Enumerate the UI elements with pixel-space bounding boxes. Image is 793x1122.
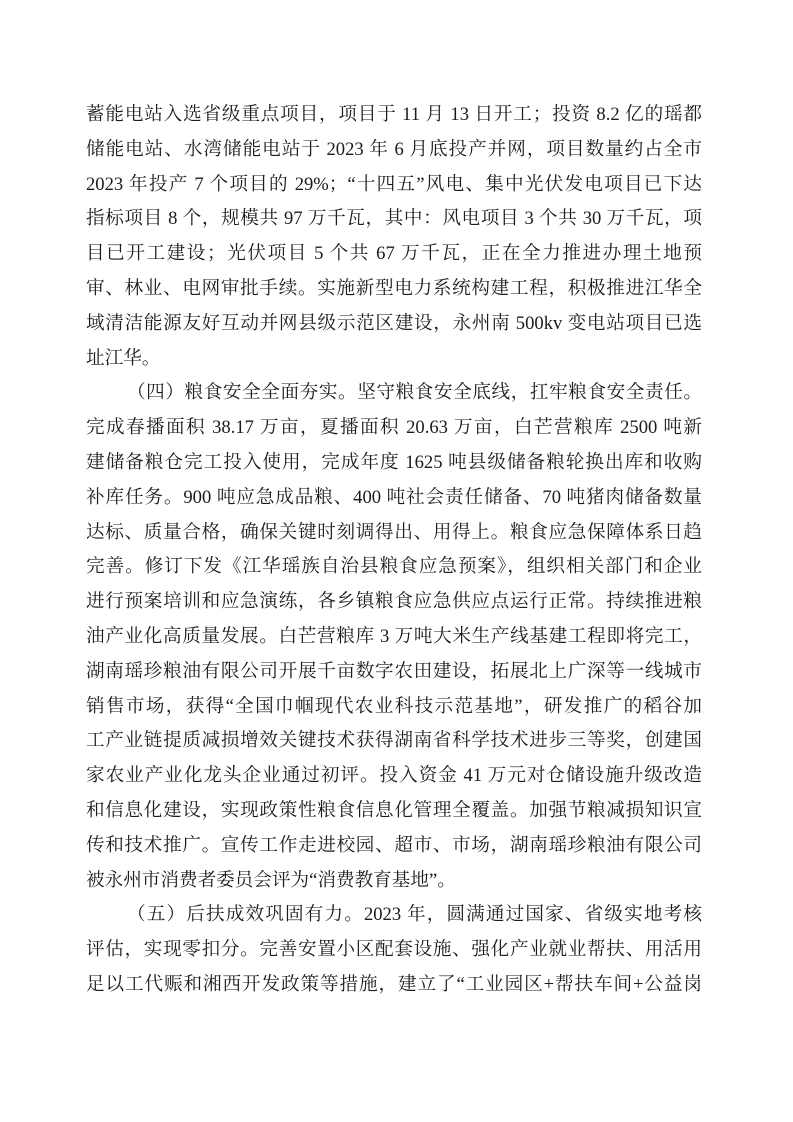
text-line: 完善。修订下发《江华瑶族自治县粮食应急预案》，组织相关部门和企业 xyxy=(86,556,702,578)
text-line: （四）粮食安全全面夯实。坚守粮食安全底线，扛牢粮食安全责任。 xyxy=(127,382,702,404)
text-line: 补库任务。900 吨应急成品粮、400 吨社会责任储备、70 吨猪肉储备数量 xyxy=(86,486,702,508)
text-line: 完成春播面积 38.17 万亩，夏播面积 20.63 万亩，白芒营粮库 2500 吨新 xyxy=(86,417,702,439)
text-line: 达标、质量合格，确保关键时刻调得出、用得上。粮食应急保障体系日趋 xyxy=(86,521,702,543)
text-line: 评估，实现零扣分。完善安置小区配套设施、强化产业就业帮扶、用活用 xyxy=(86,939,702,961)
text-line: 域清洁能源友好互动并网县级示范区建设，永州南 500kv 变电站项目已选 xyxy=(86,312,702,334)
text-line: 油产业化高质量发展。白芒营粮库 3 万吨大米生产线基建工程即将完工， xyxy=(86,625,702,647)
text-line: 址江华。 xyxy=(86,347,161,369)
text-line: 销售市场，获得“全国巾帼现代农业科技示范基地”，研发推广的稻谷加 xyxy=(86,695,702,717)
paragraph-section-4-grain-security xyxy=(86,376,702,898)
text-line: 目已开工建设；光伏项目 5 个共 67 万千瓦，正在全力推进办理土地预 xyxy=(86,243,702,265)
text-line: 传和技术推广。宣传工作走进校园、超市、市场，湖南瑶珍粮油有限公司 xyxy=(86,834,702,856)
text-line: 蓄能电站入选省级重点项目，项目于 11 月 13 日开工；投资 8.2 亿的瑶都 xyxy=(86,104,702,125)
text-line: 工产业链提质减损增效关键技术获得湖南省科学技术进步三等奖，创建国 xyxy=(86,730,702,752)
text-line: 被永州市消费者委员会评为“消费教育基地”。 xyxy=(86,869,456,891)
text-line: （五）后扶成效巩固有力。2023 年，圆满通过国家、省级实地考核 xyxy=(127,904,702,926)
document-body xyxy=(86,98,702,1003)
text-line: 建储备粮仓完工投入使用，完成年度 1625 吨县级储备粮轮换出库和收购 xyxy=(86,451,702,473)
text-line: 2023 年投产 7 个项目的 29%；“十四五”风电、集中光伏发电项目已下达 xyxy=(86,173,702,195)
text-line: 湖南瑶珍粮油有限公司开展千亩数字农田建设，拓展北上广深等一线城市 xyxy=(86,660,702,682)
paragraph-section-5-post-relocation-support xyxy=(86,898,702,1002)
paragraph-energy-projects-continuation xyxy=(86,98,702,376)
text-line: 和信息化建设，实现政策性粮食信息化管理全覆盖。加强节粮减损知识宣 xyxy=(86,799,702,821)
text-line: 家农业产业化龙头企业通过初评。投入资金 41 万元对仓储设施升级改造 xyxy=(86,765,702,787)
text-line: 进行预案培训和应急演练，各乡镇粮食应急供应点运行正常。持续推进粮 xyxy=(86,591,702,613)
text-line: 指标项目 8 个，规模共 97 万千瓦，其中：风电项目 3 个共 30 万千瓦，项 xyxy=(86,208,702,230)
text-line: 审、林业、电网审批手续。实施新型电力系统构建工程，积极推进江华全 xyxy=(86,277,702,299)
text-line: 足以工代赈和湘西开发政策等措施，建立了“工业园区+帮扶车间+公益岗 xyxy=(86,973,702,995)
text-line: 储能电站、水湾储能电站于 2023 年 6 月底投产并网，项目数量约占全市 xyxy=(86,138,702,160)
